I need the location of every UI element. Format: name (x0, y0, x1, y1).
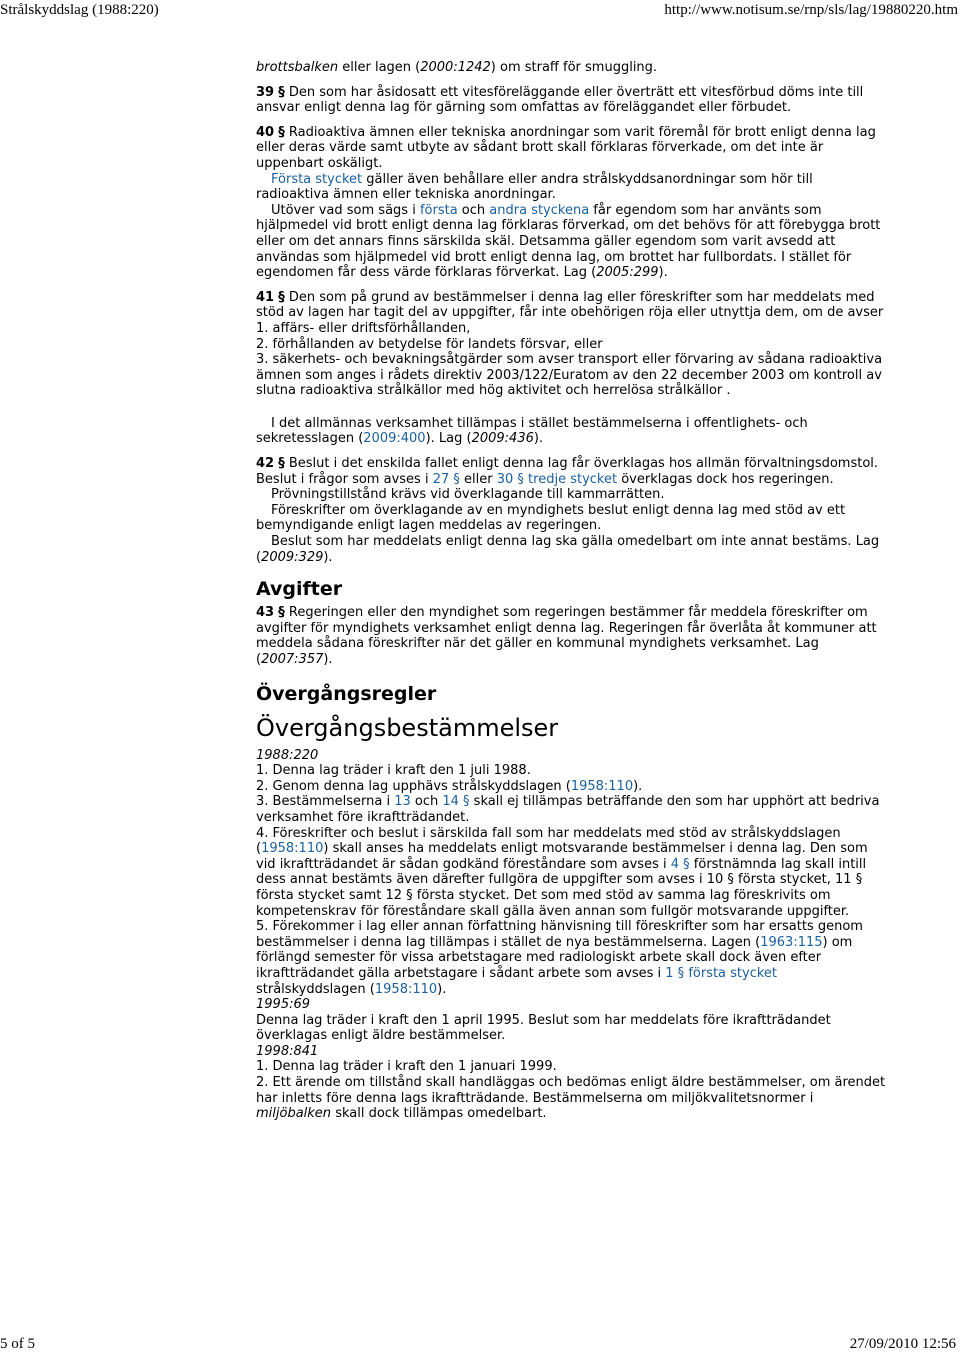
paragraph-sign: § (278, 124, 285, 140)
section-text: ) skall anses ha meddelats enligt motsvarande bestämmelser i denna lag. Den som vid ikraftträdandet är sådan godkänd föreståndare som avses i (256, 841, 868, 872)
intro-text: eller lagen ( (338, 60, 421, 75)
paragraph-sign: § (517, 471, 524, 487)
footer-datetime: 27/09/2010 12:56 (849, 1336, 956, 1352)
transition-label-1995 (256, 997, 888, 1013)
section-text: ). (633, 778, 643, 794)
section-40-paragraph-2 (256, 172, 888, 203)
link-1958-110[interactable]: 1958:110 (374, 981, 438, 997)
header-url: http://www.notisum.se/rnp/sls/lag/19880220.htm (664, 2, 958, 18)
section-text: och (410, 794, 443, 810)
link-tredje-stycket[interactable]: tredje stycket (528, 471, 618, 487)
section-40-paragraph-3 (256, 203, 888, 281)
section-text: skall ej tillämpas beträffande den som har upphört att bedriva verksamhet före ikraftträdandet. (256, 794, 880, 825)
intro-paragraph (256, 60, 888, 76)
section-text: ). Lag ( (425, 431, 472, 447)
intro-italic: brottsbalken (256, 60, 339, 75)
law-ref: 2009:436 (471, 431, 534, 447)
transition-label: 1988:220 (256, 747, 319, 763)
transition-text: Denna lag träder i kraft den 1 april 1995. Beslut som har meddelats före ikraftträdandet överklagas enligt äldre bestämmelser. (256, 1012, 831, 1044)
section-text: 2. Genom denna lag upphävs strålskyddslagen ( (256, 778, 571, 794)
list-item: 2. förhållanden av betydelse för landets försvar, eller (256, 336, 603, 352)
section-text: eller (459, 471, 497, 487)
paragraph-sign: § (278, 289, 285, 305)
paragraph-sign: § (683, 856, 690, 872)
section-42-paragraph-3: Föreskrifter om överklagande av en myndighets beslut enligt denna lag med stöd av ett bemyndigande enligt lagen meddelas av regeringen. (256, 502, 846, 534)
link-section-4[interactable]: 4 (670, 856, 680, 872)
paragraph-sign: § (463, 794, 470, 810)
section-42-paragraph-2: Prövningstillstånd krävs vid överklagande till kammarrätten. (271, 487, 665, 503)
section-number: 40 (256, 124, 275, 140)
list-item: 3. säkerhets- och bevakningsåtgärder som avser transport eller förvaring av sådana radioaktiva ämnen som anges i rådets direktiv 2003/122/Euratom av den 22 december 2003 om kontroll av slutna radioaktiva strålkällor med hög aktivitet och herrelösa strålkällor . (256, 352, 883, 399)
section-text: 3. Bestämmelserna i (256, 794, 395, 810)
transition-label-1998 (256, 1044, 888, 1060)
section-41 (256, 290, 888, 321)
section-text: Det som med stöd av samma lag föreskrivits om kompetenskrav för föreståndare skall gälla även annan som fullgör motsvarande uppgifter. (256, 887, 850, 919)
section-43 (256, 605, 888, 667)
section-41-paragraph-2 (256, 416, 888, 447)
header-title: Strålskyddslag (1988:220) (0, 2, 159, 18)
section-40 (256, 125, 888, 172)
section-text: Regeringen eller den myndighet som regeringen bestämmer får meddela föreskrifter om avgifter för myndighets verksamhet enligt denna lag. Regeringen får överlåta åt kommuner att meddela sådana föreskrifter när det gäller en kommunal myndighets verksamhet. Lag ( (256, 605, 877, 667)
section-text: Den som på grund av bestämmelser i denna lag eller föreskrifter som har meddelats med stöd av lagen har tagit del av uppgifter, får inte obehörigen röja eller utnyttja dem, om de avser (256, 289, 884, 321)
law-ref: 2007:357 (261, 652, 324, 667)
section-number: 43 (256, 605, 275, 621)
section-text: Radioaktiva ämnen eller tekniska anordningar som varit föremål för brott enligt denna lag eller deras värde samt utbyte av sådant brott skall förklaras förverkade, om det inte är uppenbart oskäligt. (256, 124, 876, 171)
section-text: ) om förlängd semester för vissa arbetstagare med radiologiskt arbete skall dock även efter ikraftträdandet gälla arbetstagare i sådant arbete som avses i (256, 934, 853, 981)
transition-label-1988 (256, 748, 888, 764)
section-text: Beslut som har meddelats enligt denna lag ska gälla omedelbart om inte annat bestäms. Lag ( (256, 534, 880, 565)
section-text: skall dock tillämpas omedelbart. (331, 1106, 547, 1122)
section-text: ). (323, 549, 333, 565)
link-forsta[interactable]: första (419, 202, 458, 218)
paragraph-sign: § (278, 456, 285, 472)
heading-overgangsregler: Övergångsregler (256, 682, 437, 705)
section-text: gäller även behållare eller andra strålskyddsanordningar som hör till radioaktiva ämnen eller tekniska anordningar. (256, 171, 813, 203)
section-text: 4. Föreskrifter och beslut i särskilda fall som har meddelats med stöd av strålskyddslagen ( (256, 825, 841, 857)
section-number: 39 (256, 84, 275, 100)
section-text: Den som har åsidosatt ett vitesföreläggande eller överträtt ett vitesförbud döms inte till ansvar enligt denna lag för gärning som omfattas av föreläggandet eller förbudet. (256, 84, 864, 116)
section-42-paragraph-4 (256, 534, 888, 565)
section-text: Utöver vad som sägs i (271, 202, 420, 218)
intro-ref: 2000:1242 (420, 60, 491, 75)
list-item: 1. Denna lag träder i kraft den 1 januari 1999. (256, 1059, 557, 1075)
link-section-30[interactable]: 30 (496, 471, 514, 487)
transition-label: 1995:69 (256, 997, 311, 1013)
link-section-13[interactable]: 13 (394, 794, 411, 810)
section-text: 5. Förekommer i lag eller annan författning hänvisning till föreskrifter som har ersatts genom bestämmelser i denna lag tillämpas i stället de nya bestämmelserna. Lagen ( (256, 919, 863, 950)
document-body (256, 60, 888, 1122)
list-item (256, 779, 888, 795)
list-item (256, 794, 888, 825)
link-forsta-stycket[interactable]: första stycket (688, 965, 778, 981)
law-ref: 2009:329 (261, 549, 324, 565)
section-text: och (457, 202, 490, 218)
paragraph-sign: § (278, 605, 285, 621)
section-text: ). (437, 981, 447, 997)
section-text: får egendom som har använts som hjälpmedel vid brott enligt denna lag förklaras förverkad, om det behövs för att förebygga brott eller om det annars finns särskilda skäl. Detsamma gäller egendom som varit avsedd att användas som hjälpmedel vid brott enligt denna lag, om brottet har fullbordats. I stället för egendomen får dess värde förklaras förverkat. Lag ( (256, 202, 881, 281)
list-item (256, 919, 888, 997)
link-1958-110[interactable]: 1958:110 (261, 841, 324, 857)
link-andra-styckena[interactable]: andra styckena (489, 202, 590, 218)
link-1963-115[interactable]: 1963:115 (760, 934, 823, 950)
paragraph-sign: § (453, 471, 460, 487)
section-text: överklagas dock hos regeringen. (617, 471, 834, 487)
law-ref: 2005:299 (596, 265, 659, 281)
link-section-27[interactable]: 27 (432, 471, 450, 487)
section-42 (256, 456, 888, 487)
paragraph-sign: § (677, 965, 685, 981)
list-item: 1. affärs- eller driftsförhållanden, (256, 320, 471, 336)
list-item: 1. Denna lag träder i kraft den 1 juli 1988. (256, 763, 531, 779)
link-section-1[interactable]: 1 (665, 965, 674, 981)
section-text: ). (533, 431, 544, 447)
footer-page-number: 5 of 5 (0, 1336, 35, 1352)
section-text: ). (658, 265, 668, 281)
section-text: strålskyddslagen ( (256, 981, 375, 997)
section-number: 42 (256, 456, 275, 472)
italic-term: miljöbalken (256, 1106, 332, 1122)
section-text: 2. Ett ärende om tillstånd skall handläggas och bedömas enligt äldre bestämmelser, om ärendet har inletts före denna lags ikraftträdande. Bestämmelserna om miljökvalitetsnormer i (256, 1075, 886, 1106)
section-39 (256, 85, 888, 116)
section-text: förstnämnda lag skall intill dess annat bestämts även därefter fullgöra de uppgifter som avses i 10 § första stycket, 11 § första stycket samt 12 § första stycket. (256, 856, 867, 903)
link-2009-400[interactable]: 2009:400 (363, 431, 426, 447)
section-number: 41 (256, 289, 275, 305)
section-text: ). (323, 652, 333, 667)
section-text: Beslut i det enskilda fallet enligt denna lag får överklagas hos allmän förvaltningsdomstol. Beslut i frågor som avses i (256, 456, 879, 487)
intro-text-end: ) om straff för smuggling. (490, 60, 658, 75)
list-item (256, 826, 888, 920)
heading-avgifter: Avgifter (256, 578, 343, 601)
section-text: I det allmännas verksamhet tillämpas i stället bestämmelserna i offentlighets- och sekretesslagen ( (256, 415, 808, 447)
heading-overgangsbestammelser: Övergångsbestämmelser (256, 713, 559, 742)
transition-label: 1998:841 (256, 1043, 319, 1059)
link-forsta-stycket[interactable]: Första stycket (271, 171, 363, 187)
list-item (256, 1075, 888, 1122)
link-section-14[interactable]: 14 (442, 794, 459, 810)
paragraph-sign: § (278, 84, 285, 100)
link-1958-110[interactable]: 1958:110 (570, 778, 634, 794)
